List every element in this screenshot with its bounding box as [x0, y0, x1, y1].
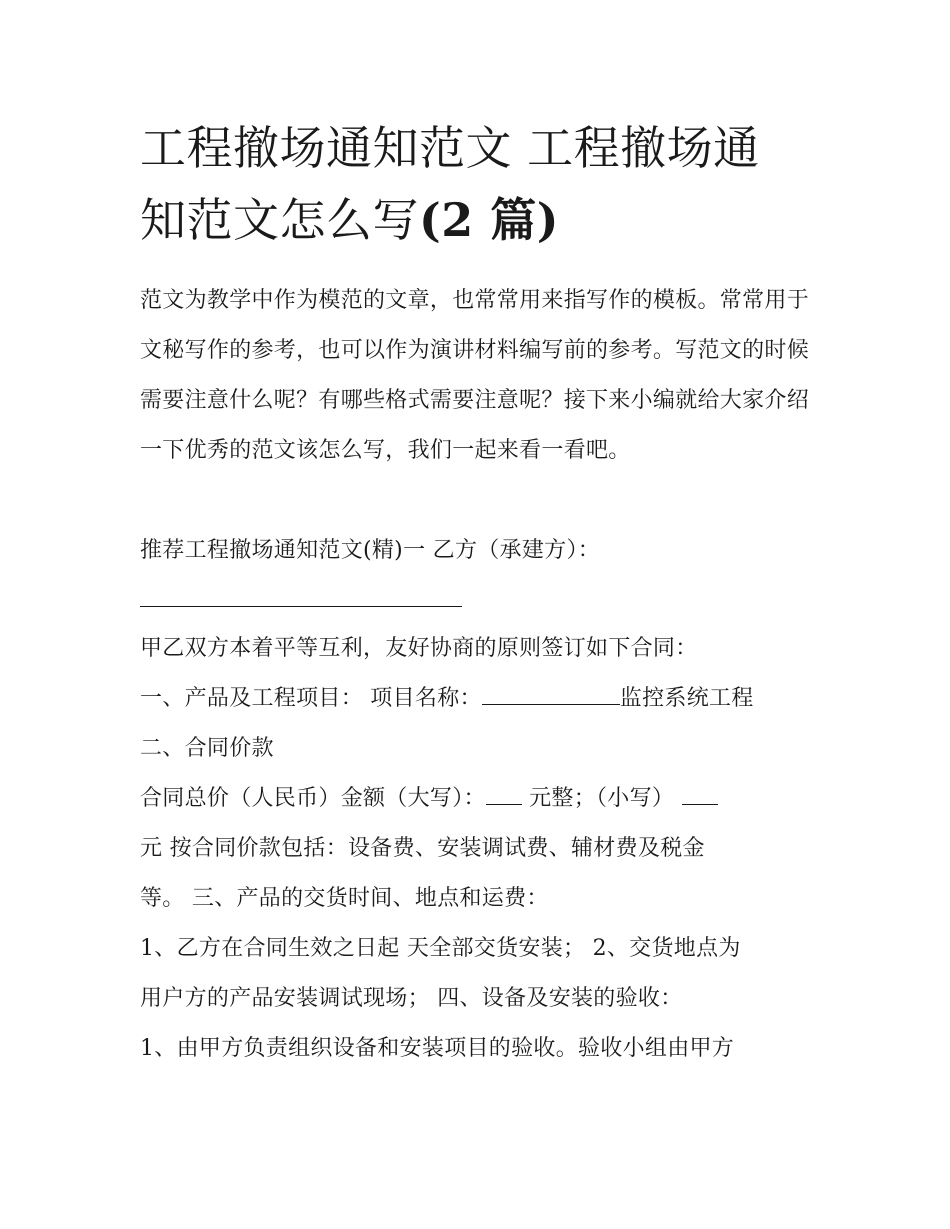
contract-text: 元 按合同价款包括：设备费、安装调试费、辅材费及税金	[140, 836, 705, 861]
contract-line	[140, 824, 812, 874]
contract-line	[140, 674, 812, 724]
contract-text: 一、产品及工程项目： 项目名称：	[140, 686, 482, 711]
contract-text: 等。 三、产品的交货时间、地点和运费：	[140, 886, 549, 911]
project-name-blank	[482, 678, 620, 705]
contract-line	[140, 1024, 812, 1074]
contract-text: 甲乙双方本着平等互利，友好协商的原则签订如下合同：	[140, 636, 698, 661]
contract-text: 1、由甲方负责组织设备和安装项目的验收。验收小组由甲方	[140, 1036, 735, 1061]
contract-line	[140, 624, 812, 674]
contract-text: 监控系统工程	[619, 686, 754, 711]
recommend-heading: 推荐工程撤场通知范文(精)一 乙方（承建方）：	[140, 538, 601, 563]
title-line-2: 知范文怎么写	[140, 193, 419, 247]
amount-uppercase-blank	[486, 778, 522, 805]
contract-line	[140, 724, 812, 774]
amount-lowercase-blank	[682, 778, 718, 805]
intro-paragraph: 范文为教学中作为模范的文章，也常常用来指写作的模板。常常用于文秘写作的参考，也可以作为演讲材料编写前的参考。写范文的时候需要注意什么呢？有哪些格式需要注意呢？接下来小编就给大家介绍一下优秀的范文该怎么写，我们一起来看一看吧。	[140, 288, 810, 463]
contract-text: 合同总价（人民币）金额（大写）：	[140, 786, 486, 811]
contract-text: 二、合同价款	[140, 736, 274, 761]
contract-text: 用户方的产品安装调试现场； 四、设备及安装的验收：	[140, 986, 683, 1011]
contract-body	[140, 624, 812, 1074]
contract-text: 1、乙方在合同生效之日起 天全部交货安装； 2、交货地点为	[140, 936, 741, 961]
contract-line	[140, 924, 812, 974]
document-title	[140, 112, 820, 256]
contract-line	[140, 874, 812, 924]
contract-line	[140, 774, 812, 824]
title-line-1: 工程撤场通知范文 工程撤场通	[140, 121, 760, 175]
contract-text: 元整；（小写）	[521, 786, 682, 811]
contract-line	[140, 974, 812, 1024]
title-count: (2 篇)	[419, 193, 560, 247]
signature-line	[140, 606, 462, 607]
